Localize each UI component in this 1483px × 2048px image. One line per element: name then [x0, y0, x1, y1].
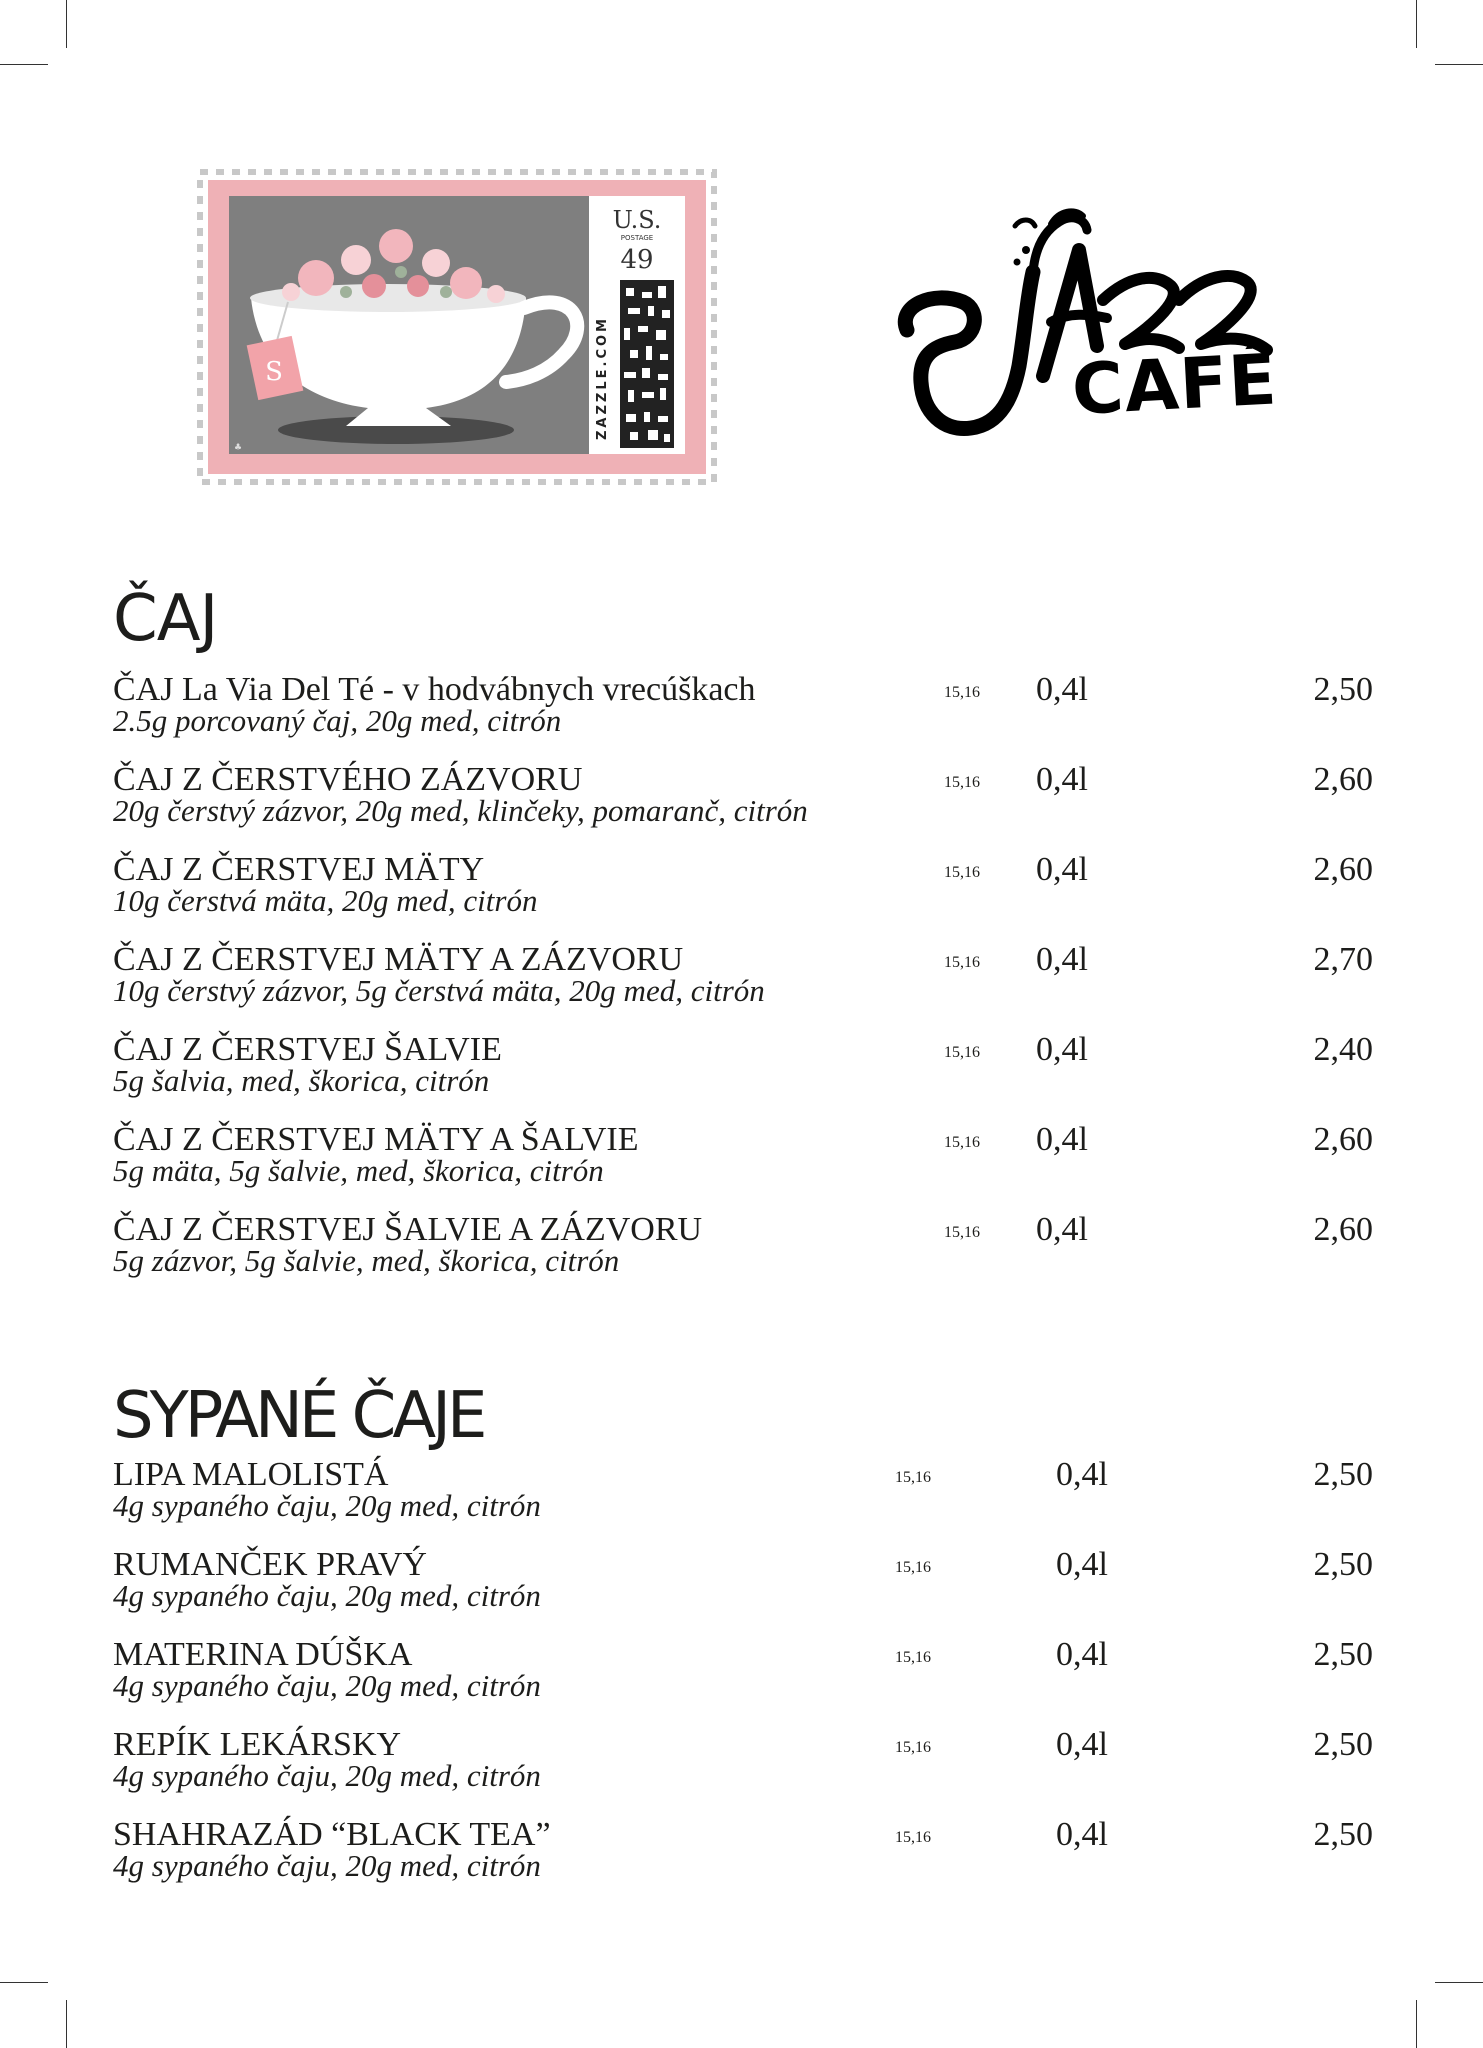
menu-item [113, 1123, 1373, 1203]
item-description: 5g šalvia, med, škorica, citrón [113, 1063, 490, 1098]
crop-mark [1416, 0, 1417, 48]
item-name: ČAJ Z ČERSTVEJ MÄTY A ŠALVIE [113, 1121, 639, 1158]
item-allergen-code: 15,16 [895, 1559, 931, 1576]
item-volume: 0,4l [1036, 851, 1088, 888]
item-allergen-code: 15,16 [944, 954, 980, 971]
item-price: 2,50 [1313, 1636, 1373, 1673]
item-name: ČAJ Z ČERSTVEJ MÄTY [113, 851, 485, 888]
item-volume: 0,4l [1056, 1456, 1108, 1493]
section-title-sypane-caje: SYPANÉ ČAJE [113, 1379, 484, 1453]
item-price: 2,40 [1313, 1031, 1373, 1068]
item-allergen-code: 15,16 [944, 1224, 980, 1241]
crop-mark [0, 64, 48, 65]
item-allergen-code: 15,16 [944, 1044, 980, 1061]
item-volume: 0,4l [1036, 1121, 1088, 1158]
menu-item [113, 1728, 1373, 1808]
menu-item [113, 1033, 1373, 1113]
item-allergen-code: 15,16 [895, 1739, 931, 1756]
item-allergen-code: 15,16 [895, 1469, 931, 1486]
item-volume: 0,4l [1036, 671, 1088, 708]
item-volume: 0,4l [1036, 1211, 1088, 1248]
item-description: 2.5g porcovaný čaj, 20g med, citrón [113, 703, 562, 738]
item-volume: 0,4l [1056, 1726, 1108, 1763]
stamp-site: ZAZZLE.COM [595, 316, 610, 440]
tea-tag-letter: S [265, 357, 283, 387]
logo-caption: CAFÉ [1070, 338, 1280, 431]
item-price: 2,50 [1313, 1816, 1373, 1853]
item-description: 20g čerstvý zázvor, 20g med, klinčeky, pomaranč, citrón [113, 793, 808, 828]
stamp-postage-label: POSTAGE [620, 234, 654, 242]
item-name: LIPA MALOLISTÁ [113, 1456, 389, 1493]
menu-item [113, 943, 1373, 1023]
menu-item [113, 1213, 1373, 1293]
item-name: SHAHRAZÁD “BLACK TEA” [113, 1816, 551, 1853]
item-description: 4g sypaného čaju, 20g med, citrón [113, 1578, 541, 1613]
menu-item [113, 763, 1373, 843]
item-description: 4g sypaného čaju, 20g med, citrón [113, 1488, 541, 1523]
item-price: 2,50 [1313, 1546, 1373, 1583]
item-name: MATERINA DÚŠKA [113, 1636, 413, 1673]
menu-item [113, 1638, 1373, 1718]
menu-item [113, 853, 1373, 933]
item-price: 2,70 [1313, 941, 1373, 978]
item-volume: 0,4l [1056, 1816, 1108, 1853]
item-volume: 0,4l [1056, 1636, 1108, 1673]
item-price: 2,60 [1313, 1211, 1373, 1248]
item-volume: 0,4l [1036, 761, 1088, 798]
crop-mark [1416, 2000, 1417, 2048]
item-description: 4g sypaného čaju, 20g med, citrón [113, 1668, 541, 1703]
item-volume: 0,4l [1036, 1031, 1088, 1068]
item-allergen-code: 15,16 [944, 864, 980, 881]
item-volume: 0,4l [1056, 1546, 1108, 1583]
item-allergen-code: 15,16 [944, 684, 980, 701]
section-title-caj: ČAJ [113, 582, 218, 656]
item-price: 2,60 [1313, 1121, 1373, 1158]
item-price: 2,60 [1313, 761, 1373, 798]
item-description: 5g zázvor, 5g šalvie, med, škorica, citrón [113, 1243, 620, 1278]
crop-mark [66, 0, 67, 48]
stamp-value: 49 [620, 245, 654, 275]
item-price: 2,50 [1313, 1726, 1373, 1763]
qr-code-icon [620, 280, 674, 448]
item-price: 2,50 [1313, 671, 1373, 708]
item-name: ČAJ Z ČERSTVEJ MÄTY A ZÁZVORU [113, 941, 684, 978]
item-price: 2,60 [1313, 851, 1373, 888]
item-description: 10g čerstvý zázvor, 5g čerstvá mäta, 20g med, citrón [113, 973, 765, 1008]
item-description: 5g mäta, 5g šalvie, med, škorica, citrón [113, 1153, 604, 1188]
crop-mark [0, 1982, 48, 1983]
menu-item [113, 1548, 1373, 1628]
teacup-stamp-image [196, 168, 718, 486]
item-name: RUMANČEK PRAVÝ [113, 1546, 427, 1583]
item-description: 10g čerstvá mäta, 20g med, citrón [113, 883, 538, 918]
svg-text:♣: ♣ [234, 443, 243, 453]
menu-item [113, 1818, 1373, 1898]
item-description: 4g sypaného čaju, 20g med, citrón [113, 1848, 541, 1883]
crop-mark [66, 2000, 67, 2048]
menu-item [113, 1458, 1373, 1538]
crop-mark [1435, 64, 1483, 65]
stamp-country: U.S. [612, 206, 662, 234]
menu-item [113, 673, 1373, 753]
item-allergen-code: 15,16 [944, 1134, 980, 1151]
item-allergen-code: 15,16 [944, 774, 980, 791]
item-price: 2,50 [1313, 1456, 1373, 1493]
item-name: ČAJ Z ČERSTVEJ ŠALVIE [113, 1031, 502, 1068]
item-description: 4g sypaného čaju, 20g med, citrón [113, 1758, 541, 1793]
item-name: ČAJ Z ČERSTVEJ ŠALVIE A ZÁZVORU [113, 1211, 703, 1248]
item-allergen-code: 15,16 [895, 1649, 931, 1666]
item-name: ČAJ La Via Del Té - v hodvábnych vrecúškach [113, 671, 756, 708]
item-allergen-code: 15,16 [895, 1829, 931, 1846]
item-name: ČAJ Z ČERSTVÉHO ZÁZVORU [113, 761, 583, 798]
item-name: REPÍK LEKÁRSKY [113, 1726, 402, 1763]
crop-mark [1435, 1982, 1483, 1983]
item-volume: 0,4l [1036, 941, 1088, 978]
